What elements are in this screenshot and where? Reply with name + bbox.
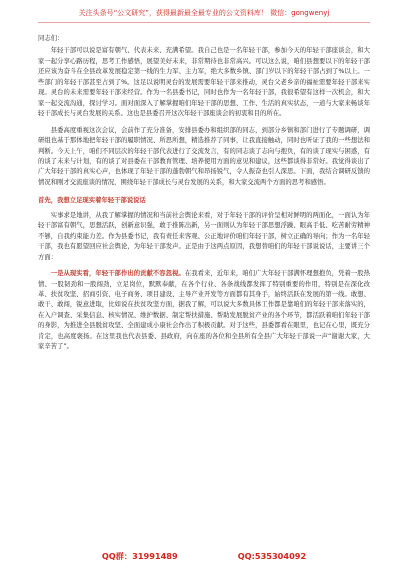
contact-footer [0, 551, 408, 562]
paragraph-lead-highlight: 一是从现实看，年轻干部作出的贡献不容忽视。 [50, 270, 185, 278]
section-heading-1: 首先，我想立足现实着年轻干部说说话 [38, 197, 146, 205]
salutation: 同志们： [38, 35, 64, 42]
qq-contact: QQ:535304092 [237, 551, 307, 561]
paragraph-contribution [38, 269, 370, 353]
qq-group: QQ群：31991489 [101, 551, 178, 561]
paragraph-intro: 年轻干部可以说是富有朝气、代表未来、充满希望。我自己也是一名年轻干部，参加今天的年轻干部座谈会，和大家一起分享心路历程，思考工作感悟，展望美好未来，非常期待也非常高兴。可以这么说，咱们县想要以下的年轻干部还应该为奋斗在全县改革发展稳定第一线的生力军、主力军，绝大多数乡镇、部门岁以下的年轻干部占到了%以上。一些部门的年轻干部甚至占到了%。这足以说明灵台的发展需要年轻干部来推动，灵台父老乡亲的福祉需要年轻干部来实现。灵台的未来需要年轻干部来经营。作为一名县委书记，同时也作为一名年轻干部，我很希望有这样一次机会，和大家一起交流沟通，探讨学习。面对面深入了解掌握咱们年轻干部的思想、工作、生活的真实状态，一道与大家来畅谈年轻干部成长与灵台发展的关系。这也是县委召开这次年轻干部座谈会的初衷和目的所在。 [38, 47, 370, 118]
promo-banner: 关注头条号“公文研究”，获得最新最全最专业的公文资料库！ 微信：gongwenyj [78, 9, 330, 17]
paragraph-contribution-text: 在我看来，近年来，咱们广大年轻干部满怀理想抱负，凭着一股热情、一股韧劲和一股闯劲，立足岗位，默默奉献，在各个行业、各条战线都发挥了特别重要的作用，特别是在深化改革、扶贫攻坚、招商引资、电子商务、项目建设、主导产业开发等方面都有其身手，始终活跃在发展的第一线。敢想、敢干、敢闯，锐意进取，比如说在扶贫攻坚方面，据我了解，可以说大多数具体工作都是靠咱们的年轻干部来落实的，在入户调查、采集信息、核实情况、维护数据、制定帮扶措施、帮助发展脱贫产业的各个环节，都活跃着咱们年轻干部的身影，为推进全县脱贫攻坚、全面建成小康社会作出了积极贡献。对于这些，县委都看在眼里，也记在心里，既充分肯定，也高度褒扬。在这里我也代表县委、县政府，向在座的各位和全县所有全县广大年轻干部说一声“谢谢大家，大家辛苦了”。 [38, 270, 370, 351]
header-divider [38, 22, 370, 23]
paragraph-preparation: 县委高度重视这次会议，会前作了充分准备，安排县委办和组织部的同志，到部分乡镇和部门进行了专题调研，调研组也基于那体地把年轻干部的履职情况、所思所想，精选推荐了同事，让我直接触动，同时也听证了我的一些想法和判断。今天上午，咱们不同层次的年轻干部代表进行了交流发言，有的同志谈了志向与抱负，有的谈了现实与困惑，有的谈了未来与计划，有的谈了对县委在干部教育管理、培养使用方面的意见和建议，这些都谈得非常好。我觉得谈出了广大年轻干部的真实心声，也体现了年轻干部的蓬勃朝气和昂扬锐气，令人振奋也引人深思。下面，我结合调研反馈的情况和刚才交流座谈的情况，围绕年轻干部成长与灵台发展的关系，和大家交流两个方面的思考和感悟。 [38, 126, 370, 186]
speech-body [38, 34, 370, 353]
paragraph-evaluation: 实事求是地讲，从我了解掌握的情况和当前社会舆论来看，对于年轻干部的评价呈相对鲜明的两面化，一面认为年轻干部富有朝气，思想活跃，创新意识强，敢于推陈出新，另一面则认为年轻干部思想浮躁、眼高手低、吃苦耐劳精神不够，自我约束能力差。作为县委书记，我有责任来客观、公正地评价咱们年轻干部，树立正确的导向；作为一名年轻干部，我也有愿望回应社会舆论，为年轻干部发声。正是由于这两点原因，我想替咱们的年轻干部说说话，主要讲三个方面： [38, 211, 370, 261]
